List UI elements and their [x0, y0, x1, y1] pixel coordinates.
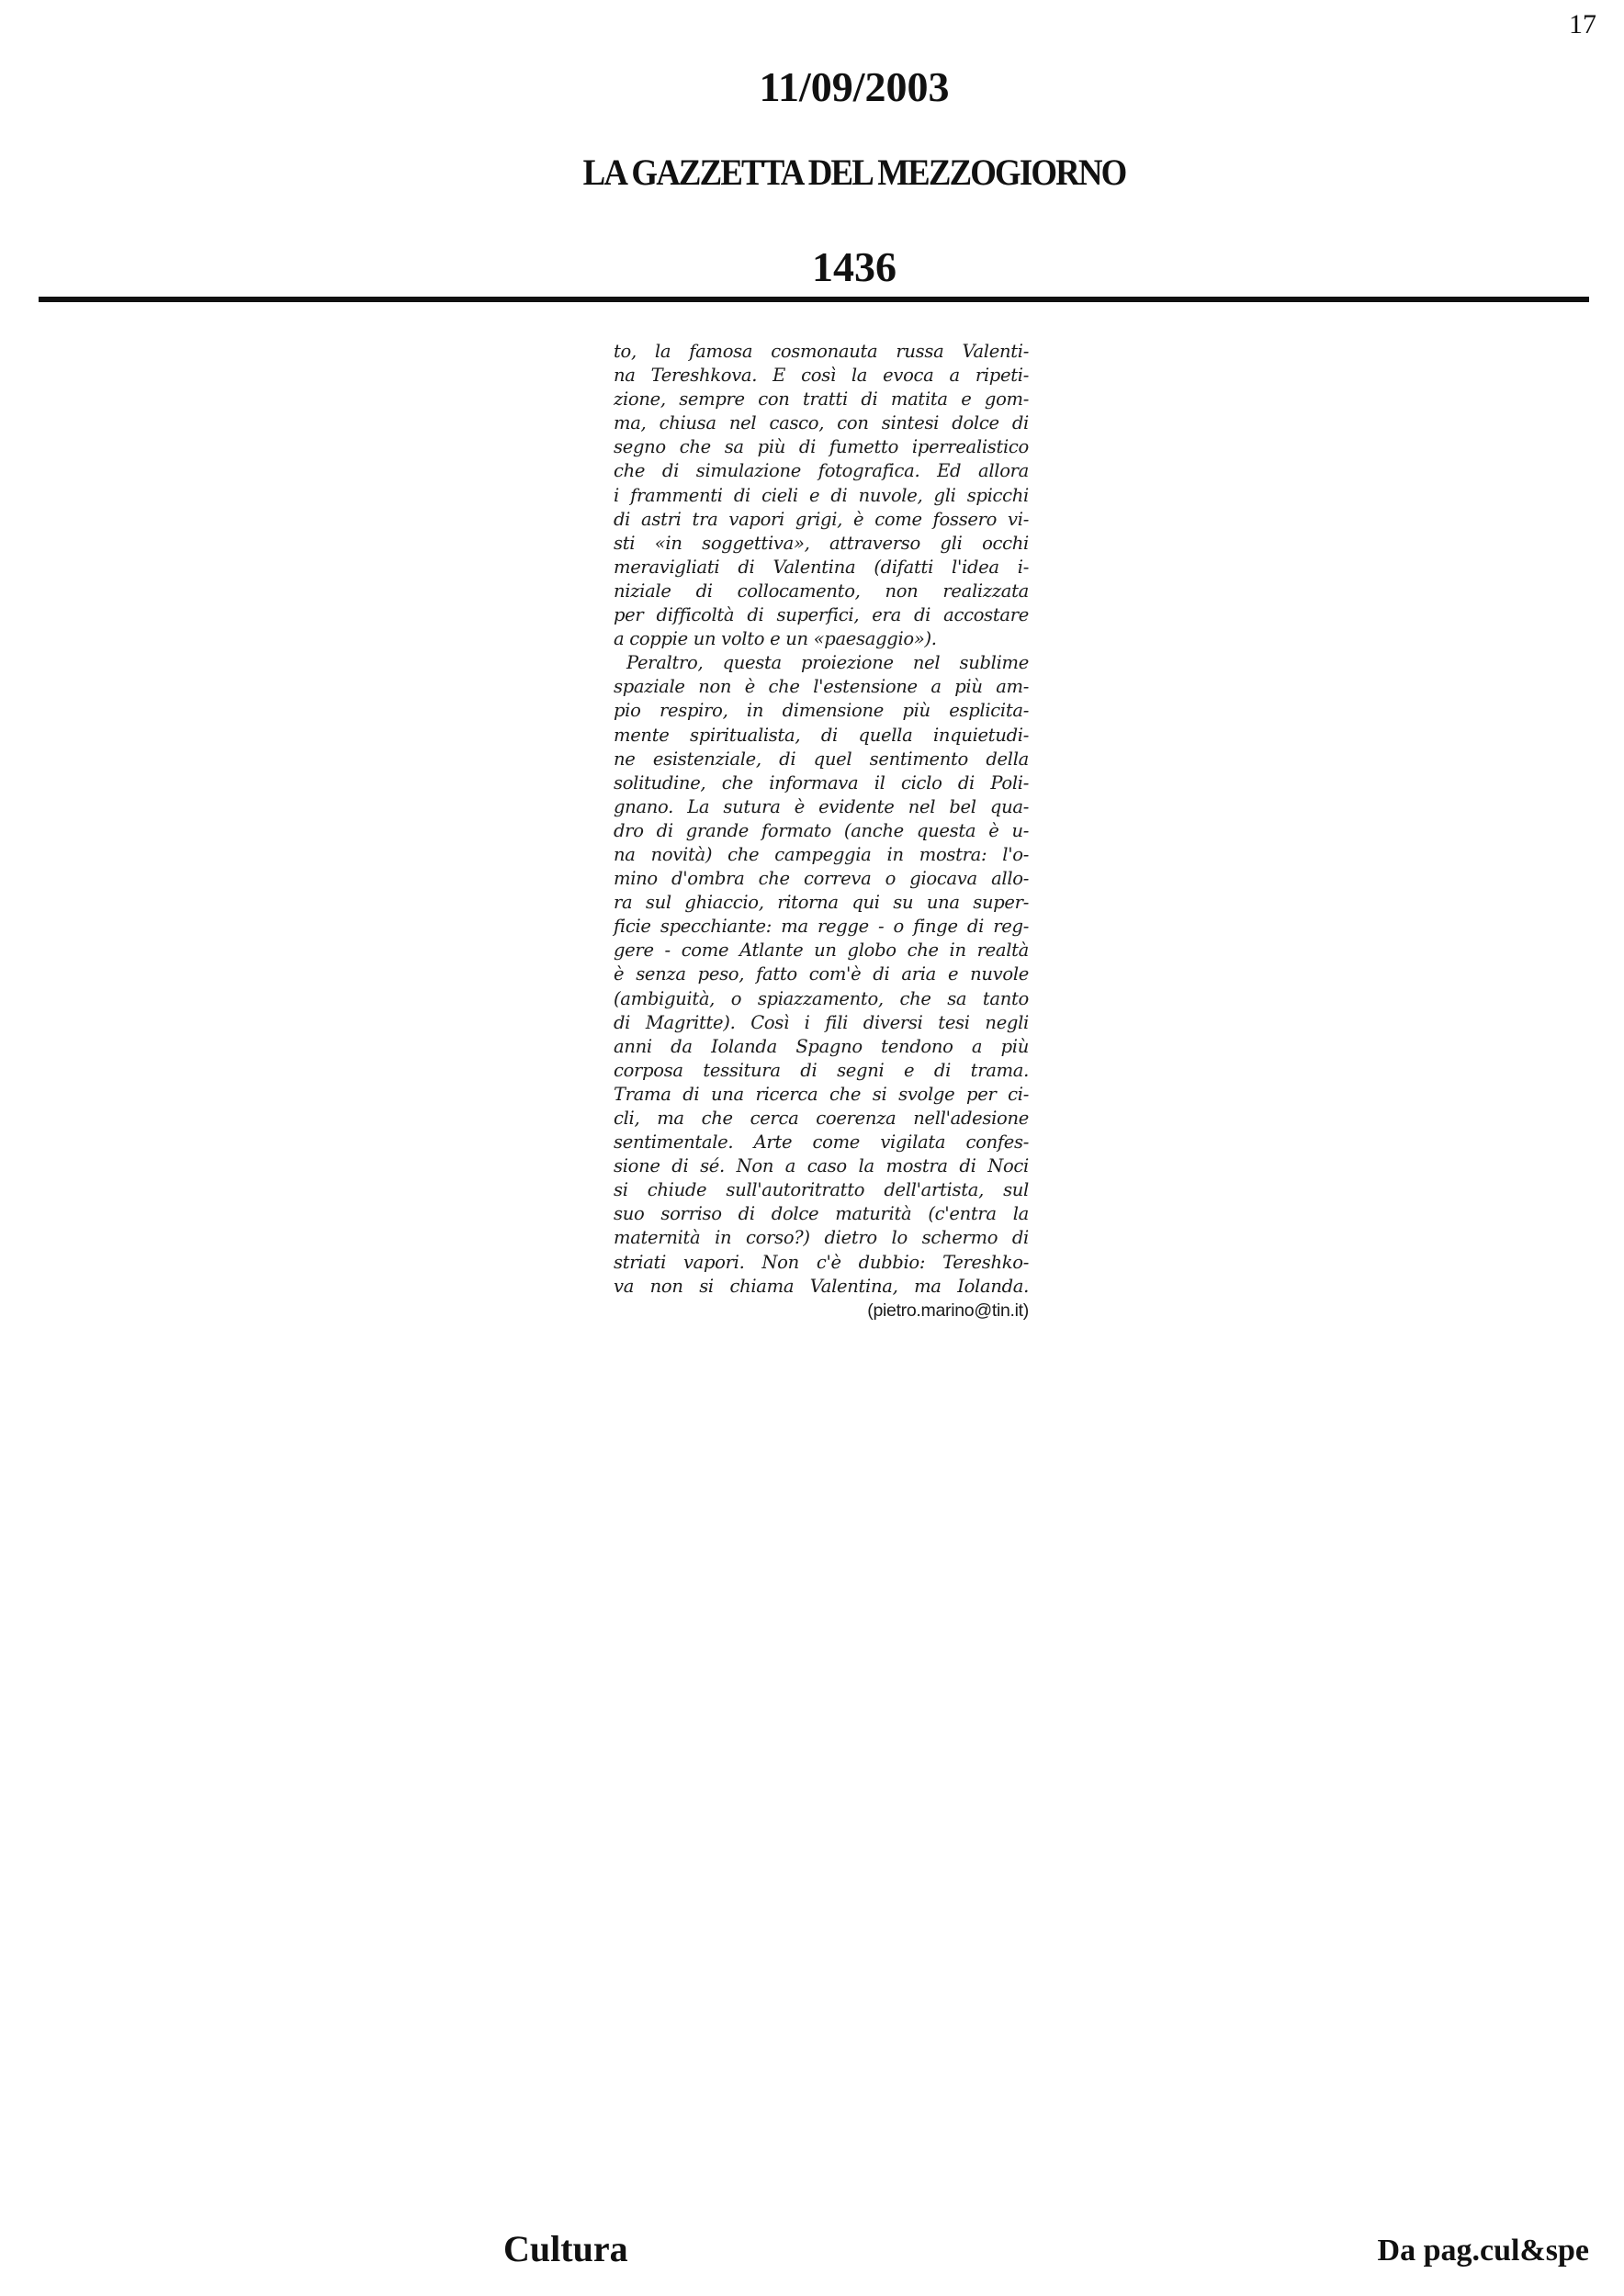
article-line: corposa tessitura di segni e di trama.	[614, 1059, 1029, 1081]
article-line: dro di grande formato (anche questa è u-	[614, 819, 1029, 841]
article-line: to, la famosa cosmonauta russa Valenti-	[614, 341, 1029, 362]
article-line: maternità in corso?) dietro lo schermo di	[614, 1227, 1029, 1249]
article-body	[614, 340, 1029, 1322]
article-line: gere - come Atlante un globo che in realtà	[614, 940, 1029, 962]
article-line: solitudine, che informava il ciclo di Poli-	[614, 771, 1029, 793]
article-line: sentimentale. Arte come vigilata confes-	[614, 1131, 1029, 1154]
article-line: ne esistenziale, di quel sentimento della	[614, 748, 1029, 770]
article-line: na Tereshkova. E così la evoca a ripeti-	[614, 365, 1029, 387]
article-line: è senza peso, fatto com'è di aria e nuvole	[614, 963, 1029, 985]
footer-section: Cultura	[503, 2228, 628, 2269]
header-divider	[39, 297, 1589, 302]
article-line: mente spiritualista, di quella inquietudi-	[614, 724, 1029, 746]
header-number: 1436	[812, 243, 897, 290]
article-line: va non si chiama Valentina, ma Iolanda.	[614, 1275, 1029, 1297]
article-line: segno che sa più di fumetto iperrealistico	[614, 436, 1029, 458]
article-line: mino d'ombra che correva o giocava allo-	[614, 868, 1029, 890]
article-line: suo sorriso di dolce maturità (c'entra la	[614, 1203, 1029, 1225]
article-line: ficie specchiante: ma regge - o finge di reg-	[614, 916, 1029, 938]
article-line: i frammenti di cieli e di nuvole, gli spicchi	[614, 484, 1029, 506]
footer-source: Da pag.cul&spe	[1377, 2234, 1589, 2268]
article-line: meravigliati di Valentina (difatti l'idea i-	[614, 556, 1029, 578]
article-line: di astri tra vapori grigi, è come fossero vi-	[614, 508, 1029, 530]
article-line: anni da Iolanda Spagno tendono a più	[614, 1035, 1029, 1057]
header-date: 11/09/2003	[759, 63, 950, 110]
newspaper-title: LA GAZZETTA DEL MEZZOGIORNO	[582, 152, 1126, 193]
article-line: zione, sempre con tratti di matita e gom-	[614, 388, 1029, 411]
article-line: per difficoltà di superfici, era di accostare	[614, 604, 1029, 626]
article-line: sti «in soggettiva», attraverso gli occhi	[614, 532, 1029, 554]
article-line: niziale di collocamento, non realizzata	[614, 580, 1029, 602]
article-line: gnano. La sutura è evidente nel bel qua-	[614, 795, 1029, 817]
article-line: che di simulazione fotografica. Ed allora	[614, 460, 1029, 482]
article-line: sione di sé. Non a caso la mostra di Noci	[614, 1155, 1029, 1177]
article-line: di Magritte). Così i fili diversi tesi negli	[614, 1011, 1029, 1033]
article-line: ma, chiusa nel casco, con sintesi dolce di	[614, 412, 1029, 434]
page-number: 17	[1569, 9, 1596, 39]
article-line: Trama di una ricerca che si svolge per ci-	[614, 1083, 1029, 1105]
article-line: spaziale non è che l'estensione a più am-	[614, 676, 1029, 698]
article-line: cli, ma che cerca coerenza nell'adesione	[614, 1108, 1029, 1129]
article-line: a coppie un volto e un «paesaggio»).	[614, 628, 937, 650]
article-line: ra sul ghiaccio, ritorna qui su una super-	[614, 892, 1029, 914]
article-line: striati vapori. Non c'è dubbio: Tereshko-	[614, 1251, 1029, 1273]
article-line: (ambiguità, o spiazzamento, che sa tanto	[614, 987, 1029, 1009]
article-line: Peraltro, questa proiezione nel sublime	[626, 652, 1029, 674]
article-line: si chiude sull'autoritratto dell'artista, sul	[614, 1179, 1029, 1201]
article-line: (pietro.marino@tin.it)	[867, 1300, 1029, 1321]
article-line: pio respiro, in dimensione più esplicita-	[614, 700, 1029, 722]
article-line: na novità) che campeggia in mostra: l'o-	[614, 843, 1029, 865]
